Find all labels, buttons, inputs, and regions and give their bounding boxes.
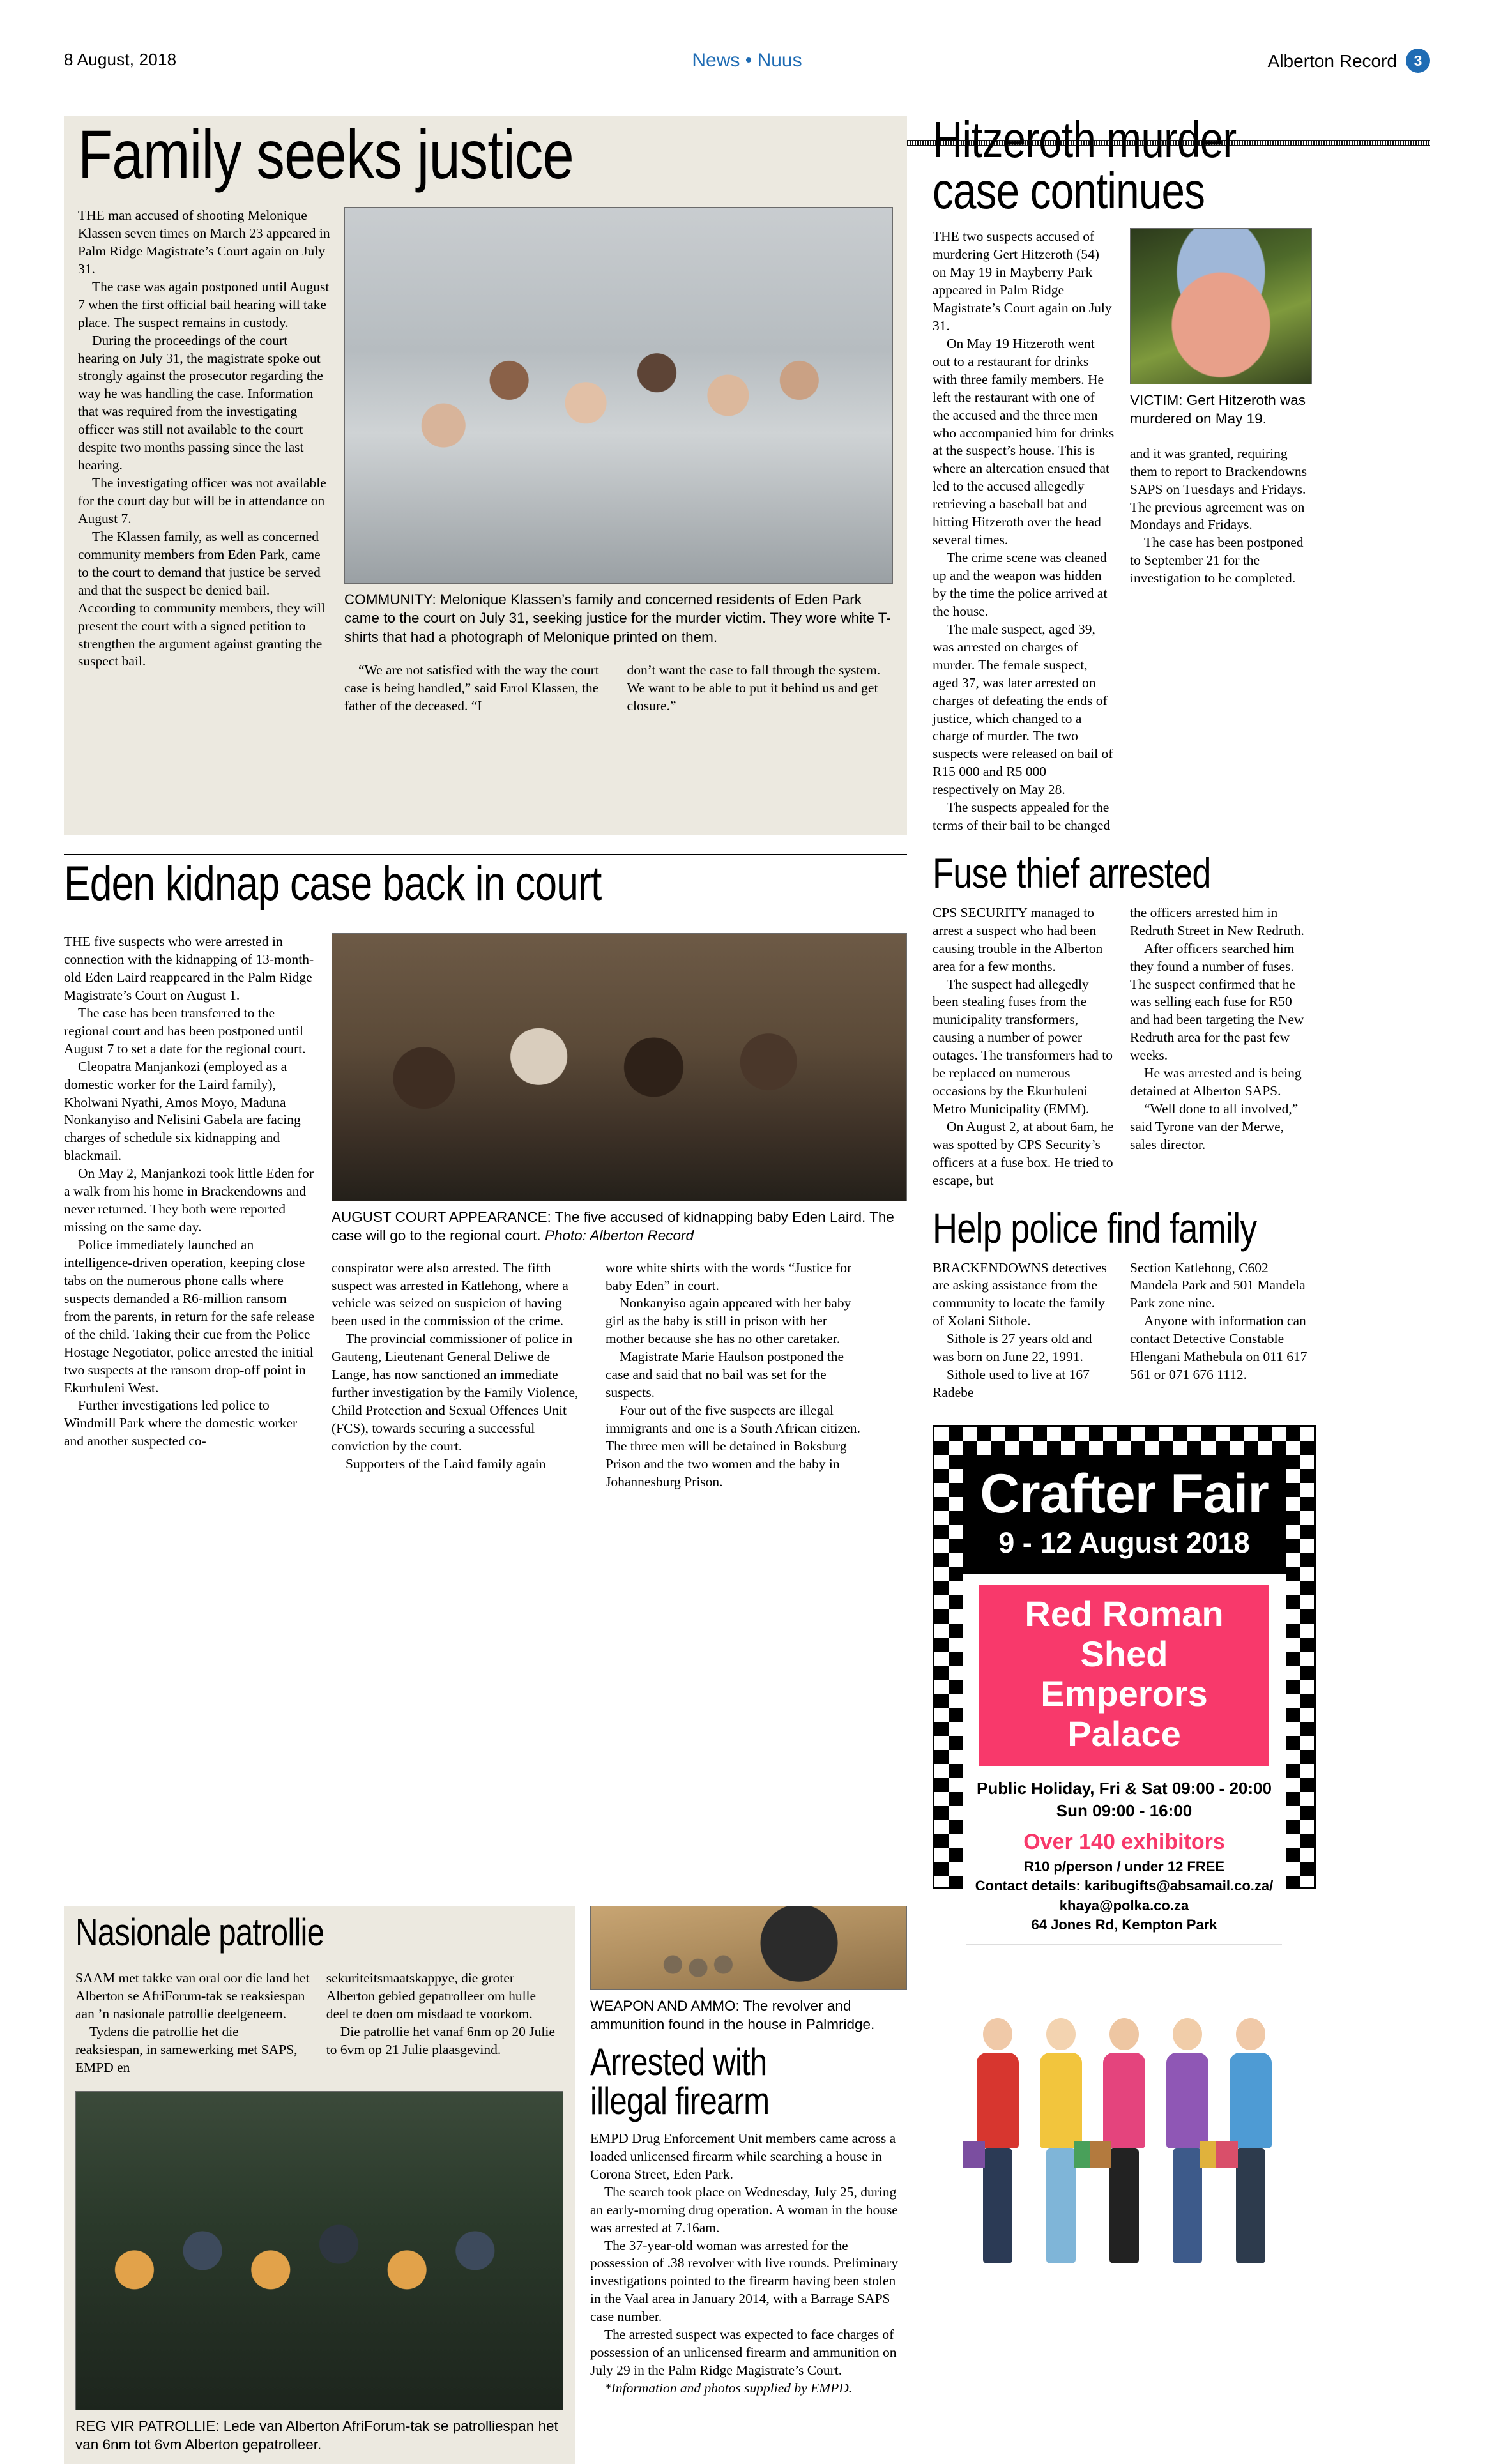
eden-kidnap-headline: Eden kidnap case back in court [64, 862, 602, 911]
paragraph: During the proceedings of the court hearing on July 31, the magistrate spoke out strongly against the prosecutor regarding the way he was handling the case. Information that was required from the investigating officer was still not available to the court despite two months passing since the last hearing. [78, 332, 323, 473]
paragraph: The case has been postponed to September 21 for the investigation to be completed. [1130, 535, 1304, 586]
masthead [64, 50, 1430, 95]
paragraph: The search took place on Wednesday, July 25, during an early-morning drug operation. A woman in the house was arrested at 7.16am. [590, 2184, 898, 2235]
paragraph: sekuriteitsmaatskappye, die groter Alberton gebied gepatrolleer om hulle deel te doen om misdaad te voorkom. [326, 1970, 537, 2021]
paragraph: On May 19 Hitzeroth went out to a restaurant for drinks with three family members. He left the restaurant with one of the accused and the three men who accompanied him for drinks at the suspect’s house. This is where an altercation ensued that led to the accused allegedly retrieving a baseball bat and hitting Hitzeroth over the head several times. [933, 335, 1115, 548]
paragraph: The 37-year-old woman was arrested for the possession of .38 revolver with live rounds. Preliminary investigations pointed to the firearm having been stolen in the Vaal area in January 2014, with a Barrage SAPS case number. [590, 2237, 898, 2325]
fuse-thief-headline: Fuse thief arrested [933, 849, 1211, 897]
nasionale-body-column-2 [326, 1970, 561, 2077]
ad-exhibitors: Over 140 exhibitors [1023, 1830, 1225, 1855]
top-row [64, 111, 1430, 835]
paragraph: Further investigations led police to Windmill Park where the domestic worker and another suspected co- [64, 1397, 298, 1449]
paragraph: On May 2, Manjankozi took little Eden for a walk from his home in Brackendowns and never returned. They both were reported missing on the same day. [64, 1166, 314, 1235]
photo-victim-portrait [1130, 228, 1312, 384]
ad-title: Crafter Fair [980, 1463, 1269, 1525]
nasionale-body-column-1 [75, 1970, 310, 2077]
help-police-body-column-2 [1130, 1259, 1312, 1403]
article-fuse-thief [933, 849, 1316, 1190]
illegal-firearm-footnote: *Information and photos supplied by EMPD. [604, 2380, 853, 2396]
page-number-badge: 3 [1406, 49, 1430, 73]
paragraph: The crime scene was cleaned up and the weapon was hidden by the time the police arrived at the house. [933, 550, 1108, 619]
nasionale-patrollie-headline: Nasionale patrollie [75, 1915, 324, 1954]
bottom-left-block [64, 1906, 907, 2464]
photo-courtroom-accused [332, 933, 907, 1201]
paragraph: Supporters of the Laird family again [346, 1456, 546, 1472]
paragraph: Anyone with information can contact Detective Constable Hlengani Mathebula on 011 617 561 or 071 676 1112. [1130, 1313, 1307, 1383]
paragraph: Nonkanyiso again appeared with her baby girl as the baby is still in prison with her mother because she has no other caretaker. [606, 1295, 851, 1347]
shopper-figure [1030, 2018, 1092, 2263]
paragraph: Magistrate Marie Haulson postponed the case and said that no bail was set for the suspects. [606, 1349, 844, 1401]
hitzeroth-body-column-1 [933, 228, 1115, 835]
paragraph: Four out of the five suspects are illegal immigrants and one is a South African citizen. The three men will be detained in Boksburg Prison and the two women and the baby in Johannesburg Prison. [606, 1403, 860, 1489]
shopper-figure [1157, 2018, 1218, 2263]
article-hitzeroth-murder [933, 111, 1316, 835]
hitzeroth-headline-line1: Hitzeroth murder [933, 111, 1237, 168]
middle-row [64, 849, 1430, 1933]
photo-credit: Photo: Alberton Record [544, 1228, 694, 1244]
paragraph: “Well done to all involved,” said Tyrone van der Merwe, sales director. [1130, 1101, 1299, 1152]
ad-contact-line1: Contact details: karibugifts@absamail.co.za/ [975, 1878, 1274, 1894]
paragraph: SAAM met takke van oral oor die land het Alberton se AfriForum-tak se reaksiespan aan ’n nasionale patrollie deelgeneem. [75, 1970, 310, 2021]
caption-text: AUGUST COURT APPEARANCE: The five accused of kidnapping baby Eden Laird. The case will go to the regional court. [332, 1209, 894, 1244]
shopper-figure [967, 2018, 1028, 2263]
paragraph: wore white shirts with the words “Justice for baby Eden” in court. [606, 1259, 852, 1293]
newspaper-page [0, 50, 1494, 2453]
hitzeroth-headline-line2: case continues [933, 162, 1205, 219]
family-seeks-justice-headline: Family seeks justice [78, 123, 574, 193]
paragraph: and it was granted, requiring them to report to Brackendowns SAPS on Tuesdays and Fridays. The previous agreement was on Mondays and Fridays. [1130, 445, 1307, 533]
right-column-stack [933, 849, 1316, 1933]
ad-shopper-illustrations [966, 1944, 1282, 2263]
paragraph: Die patrollie het vanaf 6nm op 20 Julie to 6vm op 21 Julie plaasgevind. [326, 2023, 555, 2057]
paragraph: THE man accused of shooting Melonique Klassen seven times on March 23 appeared in Palm Ridge Magistrate’s Court again on July 31. [78, 208, 330, 277]
advertisement-crafter-fair[interactable] [933, 1425, 1316, 1933]
section-label: News • Nuus [692, 50, 802, 71]
illegal-firearm-headline-line1: Arrested with [590, 2040, 767, 2083]
ad-hours-line1: Public Holiday, Fri & Sat 09:00 - 20:00 [977, 1778, 1272, 1798]
ad-price: R10 p/person / under 12 FREE [1023, 1859, 1225, 1875]
photo-weapon-ammo [590, 1906, 907, 1990]
paragraph: CPS SECURITY managed to arrest a suspect who had been causing trouble in the Alberton area for a few months. [933, 904, 1103, 974]
article-family-seeks-justice [64, 116, 907, 835]
paragraph: He was arrested and is being detained at Alberton SAPS. [1130, 1065, 1302, 1099]
illegal-firearm-body [590, 2130, 907, 2398]
paragraph: the officers arrested him in Redruth Street in New Redruth. [1130, 904, 1304, 938]
paragraph: Cleopatra Manjankozi (employed as a domestic worker for the Laird family), Kholwani Nyathi, Amos Moyo, Maduna Nonkanyiso and Nelisini Gabela are facing charges of schedule six kidnapping and blackmail. [64, 1058, 301, 1164]
article-illegal-firearm [590, 1906, 907, 2464]
issue-date: 8 August, 2018 [64, 50, 177, 69]
fuse-thief-body-column-2 [1130, 904, 1312, 1190]
ad-hours [963, 1777, 1286, 1822]
paragraph: BRACKENDOWNS detectives are asking assistance from the community to locate the family of Xolani Sithole. [933, 1259, 1107, 1329]
ad-dates: 9 - 12 August 2018 [998, 1526, 1250, 1559]
shopper-figure [1220, 2018, 1281, 2263]
paragraph: EMPD Drug Enforcement Unit members came across a loaded unlicensed firearm while searching a house in Corona Street, Eden Park. [590, 2130, 896, 2182]
masthead-right [1268, 50, 1430, 73]
shopper-figure [1094, 2018, 1155, 2263]
paragraph: THE five suspects who were arrested in connection with the kidnapping of 13-month-old Eden Laird reappeared in the Palm Ridge Magistrate’s Court on August 1. [64, 934, 314, 1003]
paragraph: conspirator were also arrested. The fifth suspect was arrested in Katlehong, where a vehicle was seized on suspicion of having been used in the commission of the crime. [332, 1259, 568, 1329]
illegal-firearm-headline-line2: illegal firearm [590, 2079, 770, 2122]
photo-caption-weapon: WEAPON AND AMMO: The revolver and ammunition found in the house in Palmridge. [590, 1998, 875, 2033]
help-police-headline: Help police find family [933, 1204, 1257, 1252]
paragraph: The case was again postponed until August 7 when the first official bail hearing will take place. The suspect remains in custody. [78, 278, 330, 330]
publication-title: Alberton Record [1267, 51, 1397, 71]
ad-header [963, 1455, 1286, 1574]
paragraph: don’t want the case to fall through the system. We want to be able to put it behind us and get closure.” [627, 662, 881, 713]
quote-left-column [344, 662, 611, 715]
paragraph: The male suspect, aged 39, was arrested on charges of murder. The female suspect, aged 37, was later arrested on charges of defeating the ends of justice, which changed to a charge of murder. The two suspects were released on bail of R15 000 and R5 000 respectively on May 28. [933, 621, 1113, 798]
photo-caption-patrollie: REG VIR PATROLLIE: Lede van Alberton AfriForum-tak se patrolliespan het van 6nm tot 6vm Alberton gepatrolleer. [75, 2417, 558, 2453]
fuse-thief-body-column-1 [933, 904, 1115, 1190]
paragraph: Police immediately launched an intelligence-driven operation, keeping close tabs on the numerous phone calls where suspects demanded a R6-million ransom from the parents, in return for the safe release of the child. Taking their cue from the Police Hostage Negotiator, police arrested the initial two suspects at the ransom drop-off point in Ekurhuleni West. [64, 1237, 315, 1396]
paragraph: The Klassen family, as well as concerned community members from Eden Park, came to the court to demand that justice be served and that the suspect be denied bail. According to community members, they will present the court with a signed petition to strengthen the argument against granting the suspect bail. [78, 528, 325, 669]
ad-hours-line2: Sun 09:00 - 16:00 [1056, 1800, 1193, 1820]
family-seeks-justice-body [78, 207, 330, 715]
paragraph: THE two suspects accused of murdering Gert Hitzeroth (54) on May 19 in Mayberry Park appeared in Palm Ridge Magistrate’s Court again on July 31. [933, 229, 1112, 333]
paragraph: “We are not satisfied with the way the court case is being handled,” said Errol Klassen, the father of the deceased. “I [344, 662, 599, 713]
paragraph: After officers searched him they found a number of fuses. The suspect confirmed that he was selling each fuse for R50 and had been targeting the New Redruth area for the past few weeks. [1130, 940, 1304, 1063]
ad-address: 64 Jones Rd, Kempton Park [1031, 1917, 1217, 1933]
article-help-police [933, 1204, 1316, 1402]
paragraph: The investigating officer was not available for the court day but will be in attendance on August 7. [78, 475, 326, 526]
paragraph: The suspects appealed for the terms of their bail to be changed [933, 800, 1111, 833]
paragraph: The case has been transferred to the regional court and has been postponed until August 7 to set a date for the regional court. [64, 1005, 306, 1056]
paragraph: The arrested suspect was expected to face charges of possession of an unlicensed firearm and ammunition on July 29 in the Palm Ridge Magistrate’s Court. [590, 2327, 897, 2378]
article-eden-kidnap [64, 854, 907, 1491]
ad-venue-line2: Emperors Palace [1040, 1673, 1208, 1754]
photo-community-court [344, 207, 893, 584]
eden-kidnap-body-column-2 [332, 1259, 590, 1491]
hitzeroth-body-column-2 [1130, 445, 1312, 588]
section-divider [64, 854, 907, 855]
ad-venue [979, 1585, 1269, 1766]
ad-content [963, 1455, 1286, 2263]
photo-caption-august-court [332, 1208, 907, 1245]
paragraph: Section Katlehong, C602 Mandela Park and 501 Mandela Park zone nine. [1130, 1259, 1306, 1311]
paragraph: Tydens die patrollie het die reaksiespan, in samewerking met SAPS, EMPD en [75, 2023, 298, 2075]
help-police-body-column-1 [933, 1259, 1115, 1403]
photo-patrol-group [75, 2091, 563, 2410]
paragraph: Sithole used to live at 167 Radebe [933, 1367, 1090, 1401]
eden-kidnap-body-column-3 [606, 1259, 864, 1491]
article-nasionale-patrollie [64, 1906, 575, 2464]
photo-caption-community: COMMUNITY: Melonique Klassen’s family and concerned residents of Eden Park came to the court on July 31, seeking justice for the murder victim. They wore white T-shirts that had a photograph of Melonique printed on them. [344, 591, 891, 645]
ad-contact-line2: khaya@polka.co.za [1059, 1897, 1189, 1913]
quote-right-column [627, 662, 894, 715]
ad-venue-line1: Red Roman Shed [1025, 1593, 1224, 1674]
paragraph: Sithole is 27 years old and was born on June 22, 1991. [933, 1331, 1092, 1365]
paragraph: The provincial commissioner of police in Gauteng, Lieutenant General Deliwe de Lange, has now sanctioned an immediate further investigation by the Family Violence, Child Protection and Sexual Offences Unit (FCS), towards securing a successful conviction by the court. [332, 1331, 579, 1454]
paragraph: On August 2, at about 6am, he was spotted by CPS Security’s officers at a fuse box. He tried to escape, but [933, 1119, 1114, 1188]
hitzeroth-right-column [1130, 228, 1312, 835]
photo-caption-victim: VICTIM: Gert Hitzeroth was murdered on May 19. [1130, 392, 1306, 427]
eden-kidnap-body-column-1 [64, 933, 316, 1491]
paragraph: The suspect had allegedly been stealing fuses from the municipality transformers, causing a number of power outages. The transformers had to be replaced on numerous occasions by the Ekurhuleni Metro Municipality (EMM). [933, 976, 1113, 1117]
